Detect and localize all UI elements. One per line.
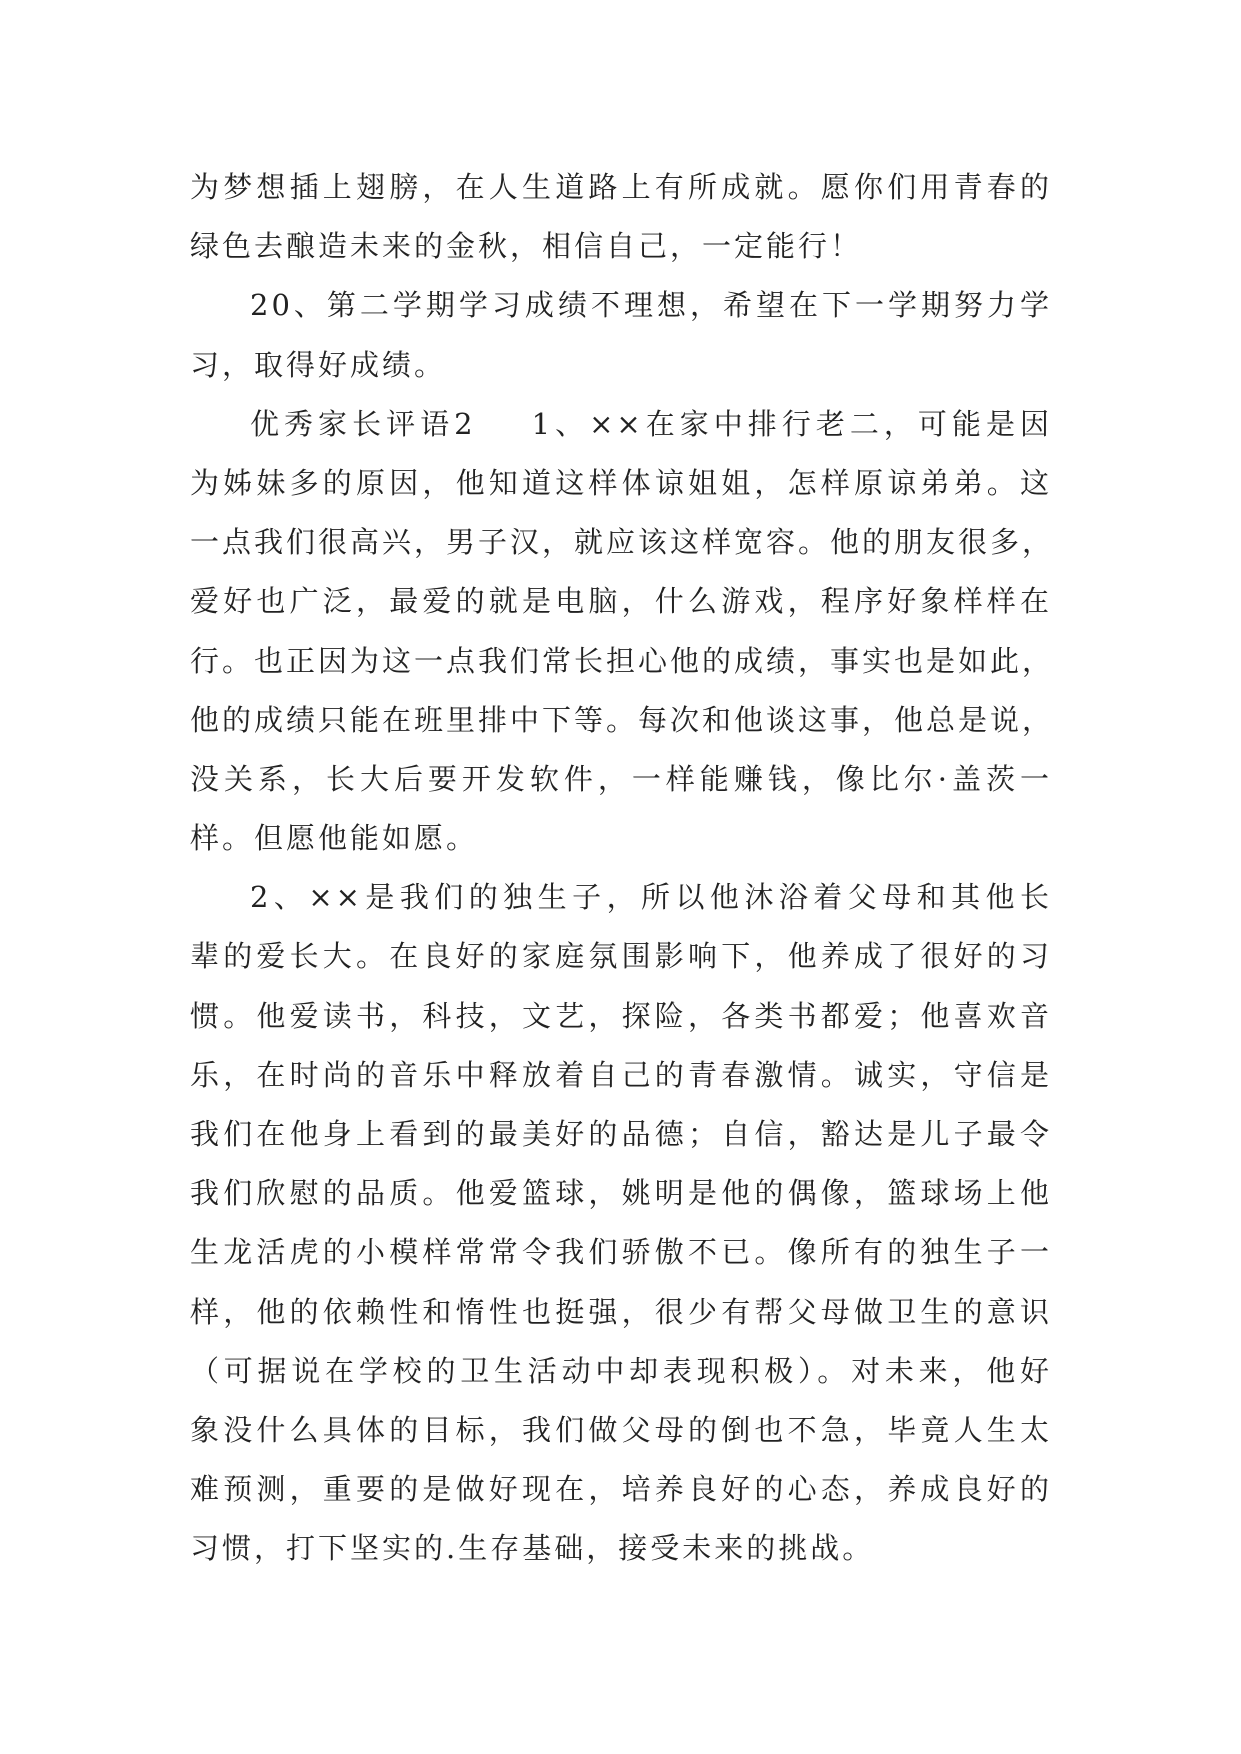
paragraph-line: 难预测，重要的是做好现在，培养良好的心态，养成良好的 [190, 1472, 1052, 1507]
paragraph-line: 乐，在时尚的音乐中释放着自己的青春激情。诚实，守信是 [190, 1057, 1052, 1092]
paragraph-line: 为梦想插上翅膀，在人生道路上有所成就。愿你们用青春的 [190, 170, 1052, 204]
paragraph-line: 习，取得好成绩。 [190, 347, 447, 382]
document-body [190, 158, 1055, 1579]
paragraph-line: 辈的爱长大。在良好的家庭氛围影响下，他养成了很好的习 [190, 939, 1052, 974]
paragraph-line: 行。也正因为这一点我们常长担心他的成绩，事实也是如此， [190, 643, 1055, 678]
paragraph-line-start: 1、××在家中排行老二，可能是因 [531, 406, 1052, 441]
paragraph-line: 一点我们很高兴，男子汉，就应该这样宽容。他的朋友很多， [190, 525, 1055, 560]
paragraph-line: 为姊妹多的原因，他知道这样体谅姐姐，怎样原谅弟弟。这 [190, 465, 1052, 500]
paragraph-line: 样，他的依赖性和惰性也挺强，很少有帮父母做卫生的意识 [190, 1294, 1052, 1329]
paragraph-line: 样。但愿他能如愿。 [190, 821, 479, 856]
paragraph-line: 象没什么具体的目标，我们做父母的倒也不急，毕竟人生太 [190, 1412, 1052, 1447]
paragraph-line: 生龙活虎的小模样常常令我们骄傲不已。像所有的独生子一 [190, 1235, 1052, 1270]
paragraph-line: 惯。他爱读书，科技，文艺，探险，各类书都爱；他喜欢音 [190, 998, 1052, 1033]
paragraph-line: 绿色去酿造未来的金秋，相信自己，一定能行！ [190, 229, 863, 264]
paragraph-line: 他的成绩只能在班里排中下等。每次和他谈这事，他总是说， [190, 702, 1055, 737]
paragraph-line: （可据说在学校的卫生活动中却表现积极）。对未来，他好 [190, 1353, 1052, 1388]
paragraph-line: 20、第二学期学习成绩不理想，希望在下一学期努力学 [250, 288, 1052, 323]
paragraph-line: 爱好也广泛，最爱的就是电脑，什么游戏，程序好象样样在 [190, 584, 1052, 619]
section-heading-line [190, 395, 1052, 454]
paragraph-line: 没关系，长大后要开发软件，一样能赚钱，像比尔·盖茨一 [190, 761, 1052, 796]
paragraph-line: 我们在他身上看到的最美好的品德；自信，豁达是儿子最令 [190, 1117, 1052, 1151]
paragraph-line: 我们欣慰的品质。他爱篮球，姚明是他的偶像，篮球场上他 [190, 1176, 1052, 1211]
section-heading: 优秀家长评语2 [250, 406, 476, 441]
paragraph-line: 习惯，打下坚实的.生存基础，接受未来的挑战。 [190, 1531, 875, 1566]
paragraph-line: 2、××是我们的独生子，所以他沐浴着父母和其他长 [250, 880, 1052, 915]
